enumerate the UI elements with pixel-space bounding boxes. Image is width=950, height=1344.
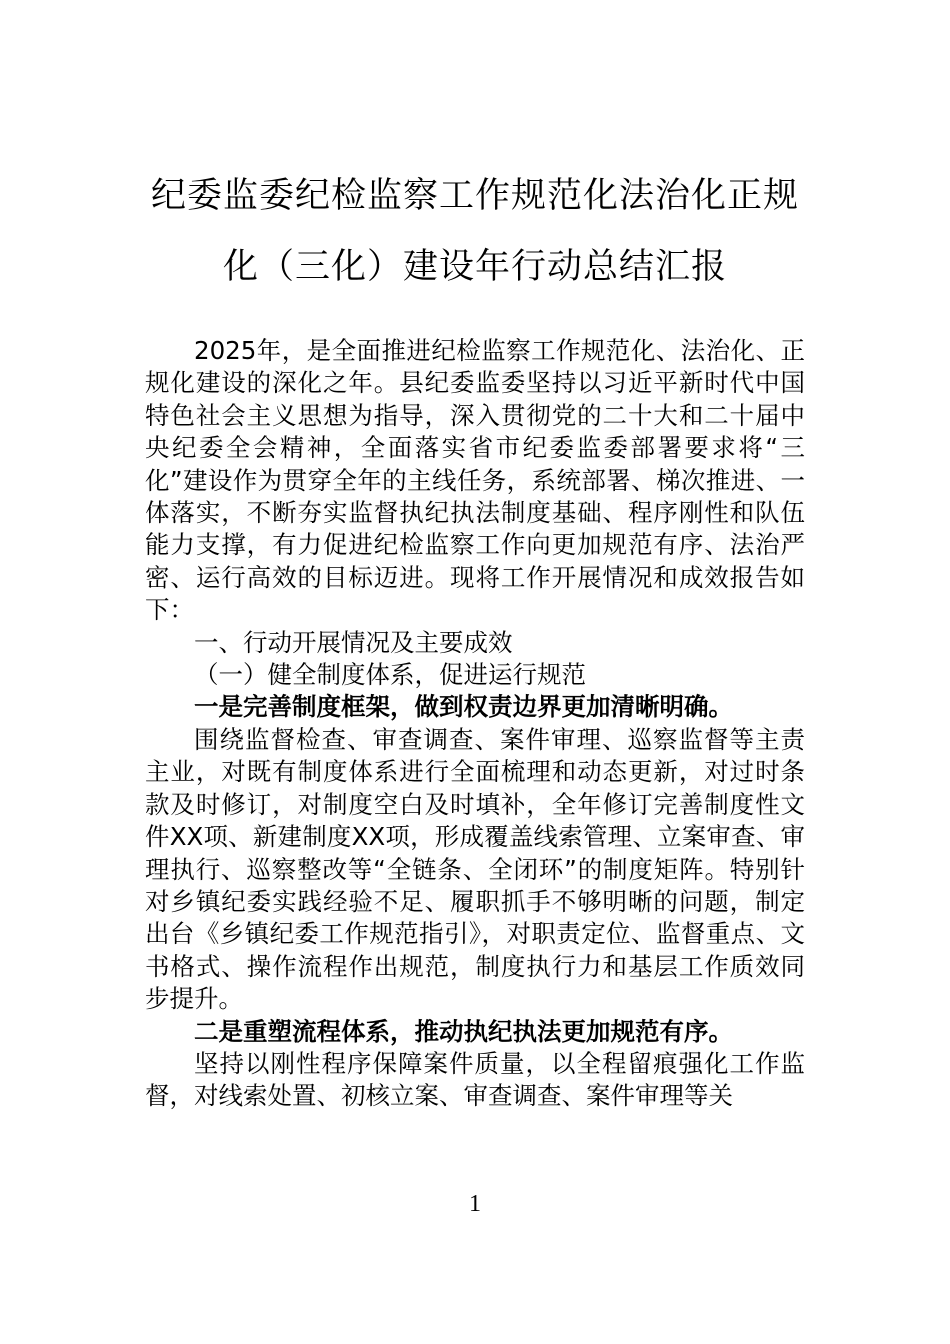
point-heading-1: 一是完善制度框架，做到权责边界更加清晰明确。	[194, 692, 733, 722]
point-heading-2: 二是重塑流程体系，推动执纪执法更加规范有序。	[194, 1016, 733, 1046]
point-paragraph-2: 坚持以刚性程序保障案件质量，以全程留痕强化工作监督，对线索处置、初核立案、审查调查、案件审理等关	[145, 1048, 805, 1111]
document-body	[145, 335, 805, 1113]
page-number: 1	[469, 1191, 481, 1217]
subsection-heading-1: （一）健全制度体系，促进运行规范	[194, 660, 586, 690]
document-title-line-1: 纪委监委纪检监察工作规范化法治化正规	[150, 176, 799, 216]
document-title-line-2: 化（三化）建设年行动总结汇报	[222, 247, 727, 287]
section-heading-1: 一、行动开展情况及主要成效	[194, 627, 513, 657]
point-paragraph-1: 围绕监督检查、审查调查、案件审理、巡察监督等主责主业，对既有制度体系进行全面梳理和动态更新，对过时条款及时修订，对制度空白及时填补，全年修订完善制度性文件XX项、新建制度XX项，形成覆盖线索管理、立案审查、审理执行、巡察整改等“全链条、全闭环”的制度矩阵。特别针对乡镇纪委实践经验不足、履职抓手不够明晰的问题，制定出台《乡镇纪委工作规范指引》，对职责定位、监督重点、文书格式、操作流程作出规范，制度执行力和基层工作质效同步提升。	[145, 724, 805, 1014]
intro-paragraph: 2025年，是全面推进纪检监察工作规范化、法治化、正规化建设的深化之年。县纪委监委坚持以习近平新时代中国特色社会主义思想为指导，深入贯彻党的二十大和二十届中央纪委全会精神，全面落实省市纪委监委部署要求将“三化”建设作为贯穿全年的主线任务，系统部署、梯次推进、一体落实，不断夯实监督执纪执法制度基础、程序刚性和队伍能力支撑，有力促进纪检监察工作向更加规范有序、法治严密、运行高效的目标迈进。现将工作开展情况和成效报告如下：	[145, 336, 805, 625]
